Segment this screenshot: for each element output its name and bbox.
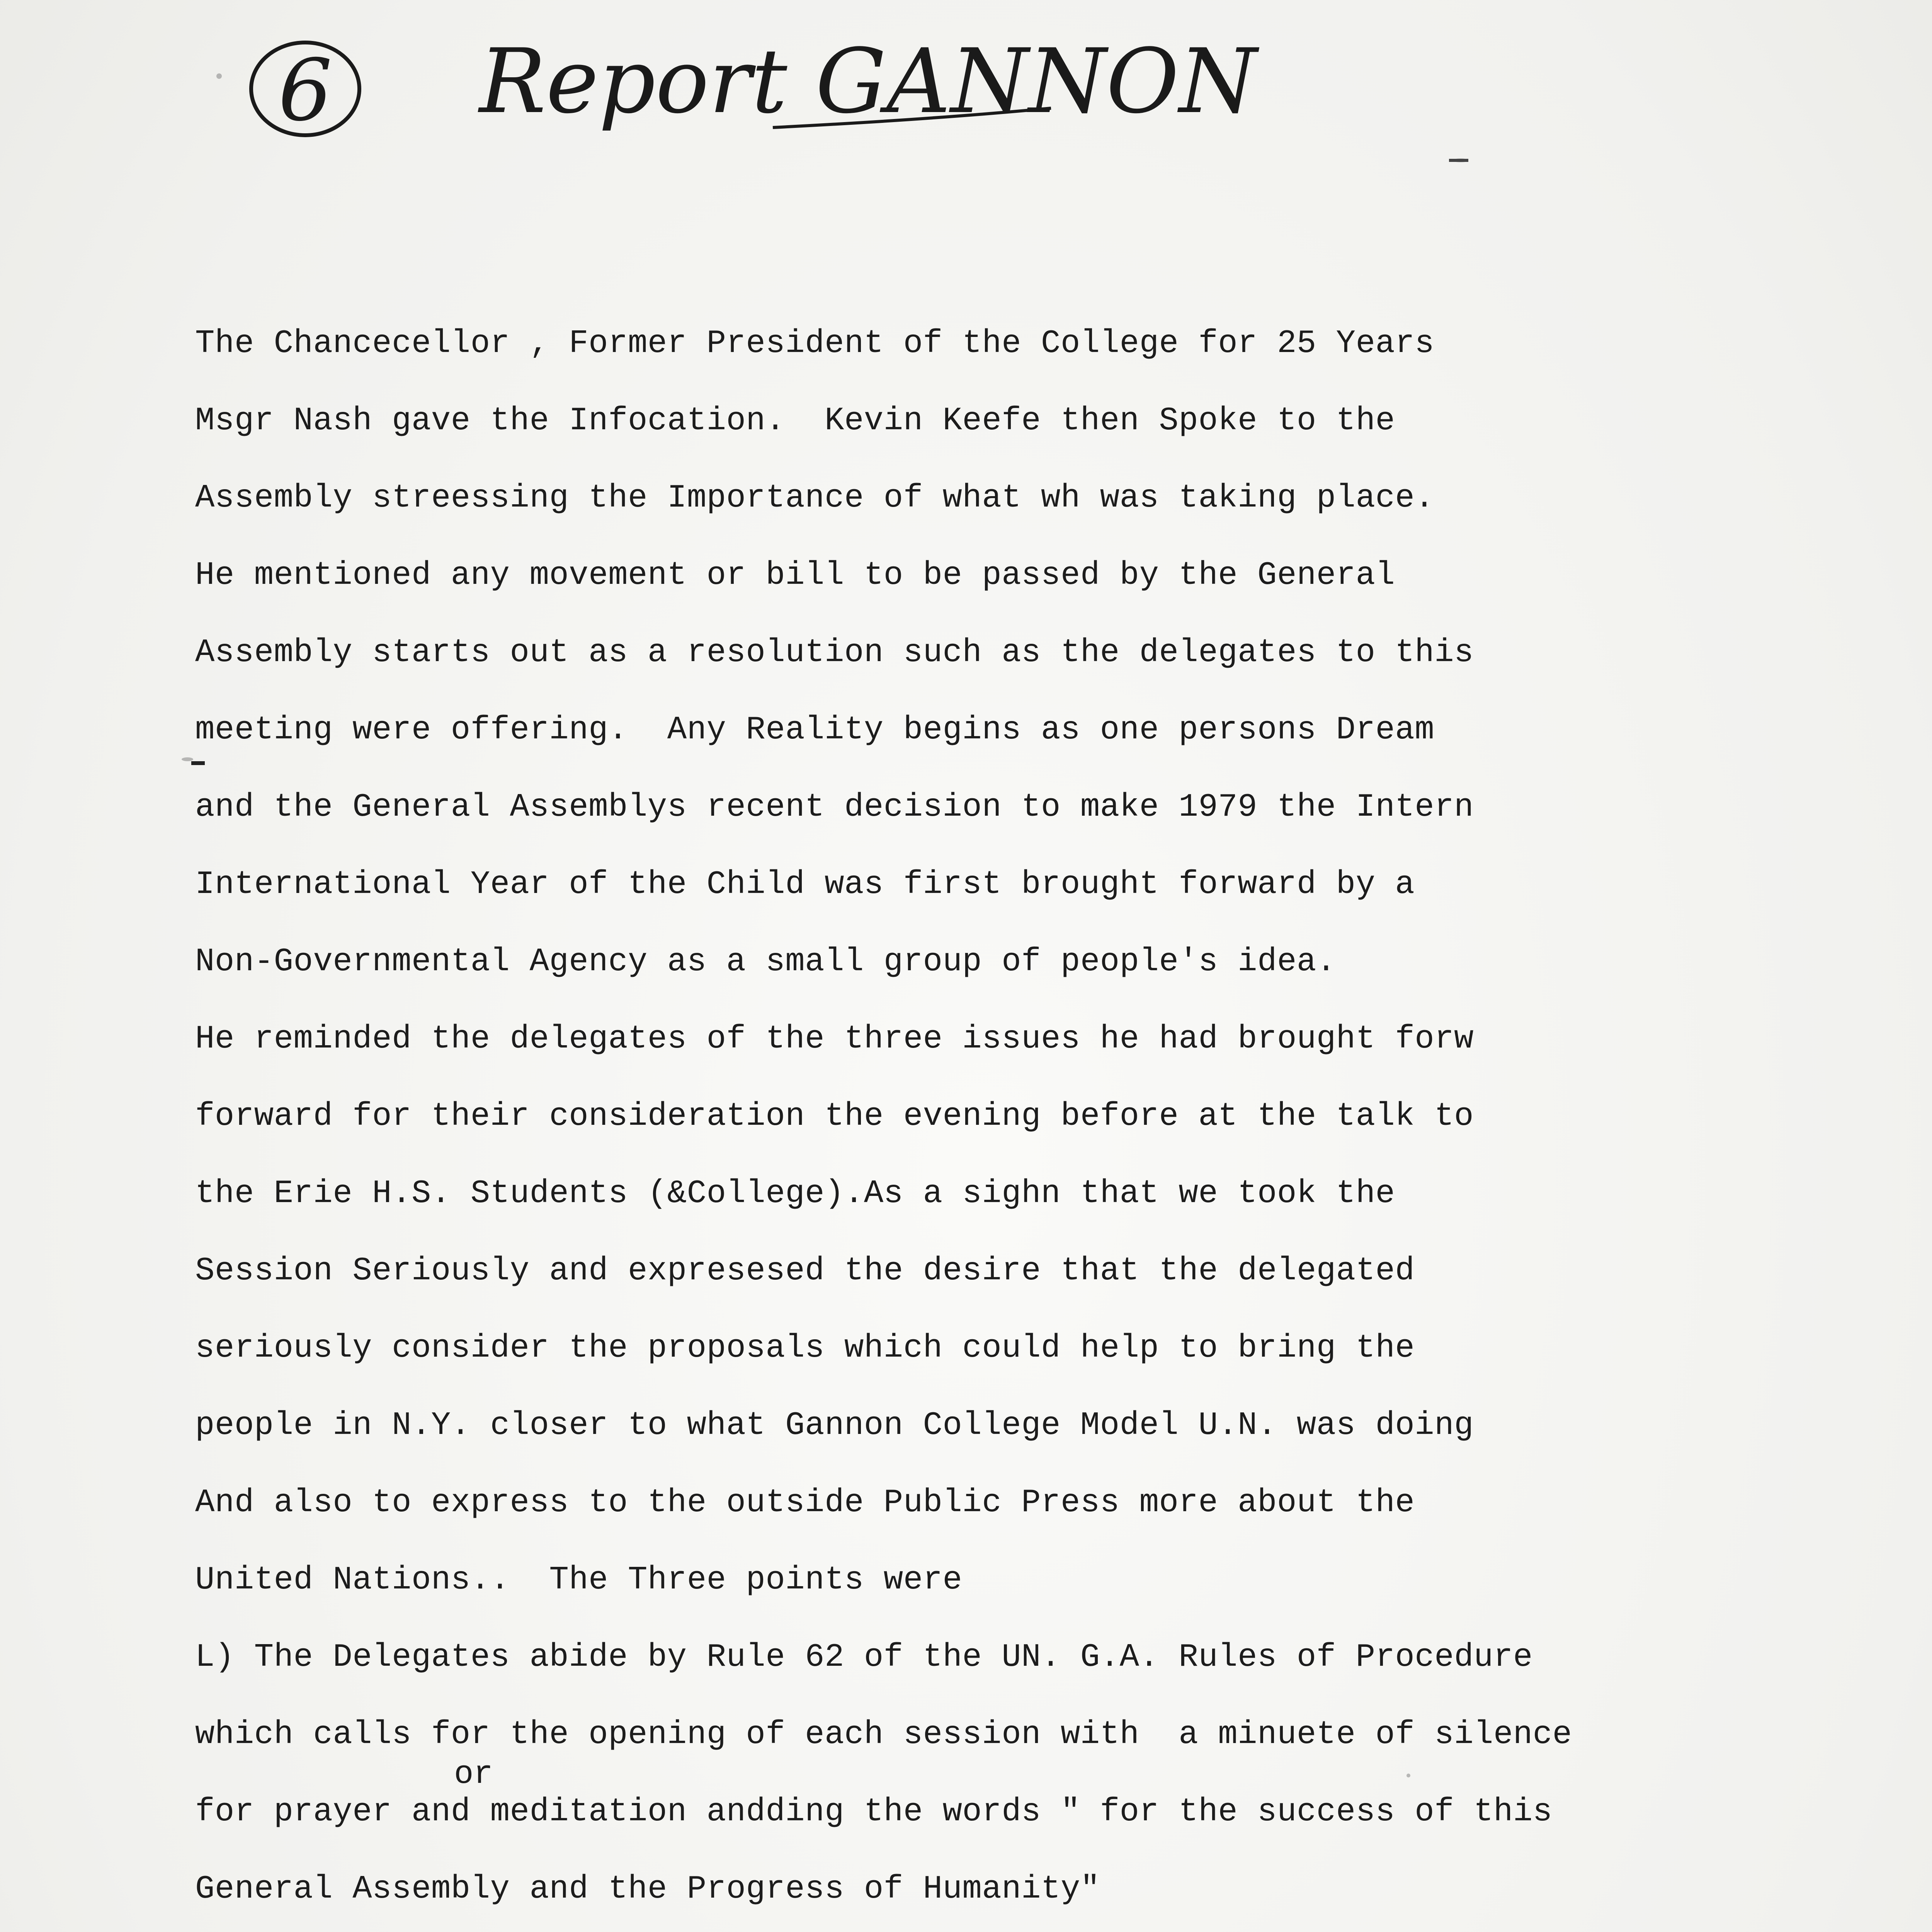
text-line: Msgr Nash gave the Infocation. Kevin Keefe then Spoke to the xyxy=(195,403,1395,439)
text-line: L) The Delegates abide by Rule 62 of the UN. G.A. Rules of Procedure xyxy=(195,1639,1533,1676)
text-line: He mentioned any movement or bill to be passed by the General xyxy=(195,557,1395,594)
typed-body xyxy=(195,305,1857,1932)
scan-speck xyxy=(216,73,222,79)
header-svg xyxy=(232,15,1257,178)
text-line: seriously consider the proposals which could help to bring the xyxy=(195,1330,1415,1367)
text-line: the Erie H.S. Students (&College).As a sighn that we took the xyxy=(195,1175,1395,1212)
text-line: which calls for the opening of each session with a minuete of silence xyxy=(195,1716,1572,1753)
page-number: 6 xyxy=(278,41,332,140)
text-line: He reminded the delegates of the three issues he had brought forw xyxy=(195,1021,1474,1058)
text-line: forward for their consideration the evening before at the talk to xyxy=(195,1098,1474,1135)
text-line: General Assembly and the Progress of Humanity" xyxy=(195,1871,1100,1908)
report-title: Report GANNON xyxy=(479,30,1257,133)
text-line: Assembly starts out as a resolution such as the delegates to this xyxy=(195,634,1474,671)
text-line: Session Seriously and expresesed the desire that the delegated xyxy=(195,1253,1415,1289)
text-line: for prayer and meditation andding the words " for the success of this xyxy=(195,1794,1553,1830)
text-line: meeting were offering. Any Reality begins as one persons Dream xyxy=(195,712,1435,748)
text-line: International Year of the Child was first brought forward by a xyxy=(195,866,1415,903)
scan-speck xyxy=(1453,158,1468,162)
text-line: Assembly streessing the Importance of what wh was taking place. xyxy=(195,480,1435,517)
text-line: people in N.Y. closer to what Gannon College Model U.N. was doing xyxy=(195,1407,1474,1444)
text-line: And also to express to the outside Public Press more about the xyxy=(195,1485,1415,1521)
text-line: Non-Governmental Agency as a small group of people's idea. xyxy=(195,944,1336,980)
text-line: United Nations.. The Three points were xyxy=(195,1562,963,1599)
text-line: and the General Assemblys recent decision to make 1979 the Intern xyxy=(195,789,1474,826)
interlinear-or: or xyxy=(454,1756,493,1793)
text-line xyxy=(195,1928,1857,1932)
scan-speck xyxy=(182,757,193,761)
text-line: The Chancecellor , Former President of the College for 25 Years xyxy=(195,325,1435,362)
handwritten-header xyxy=(232,15,1257,178)
